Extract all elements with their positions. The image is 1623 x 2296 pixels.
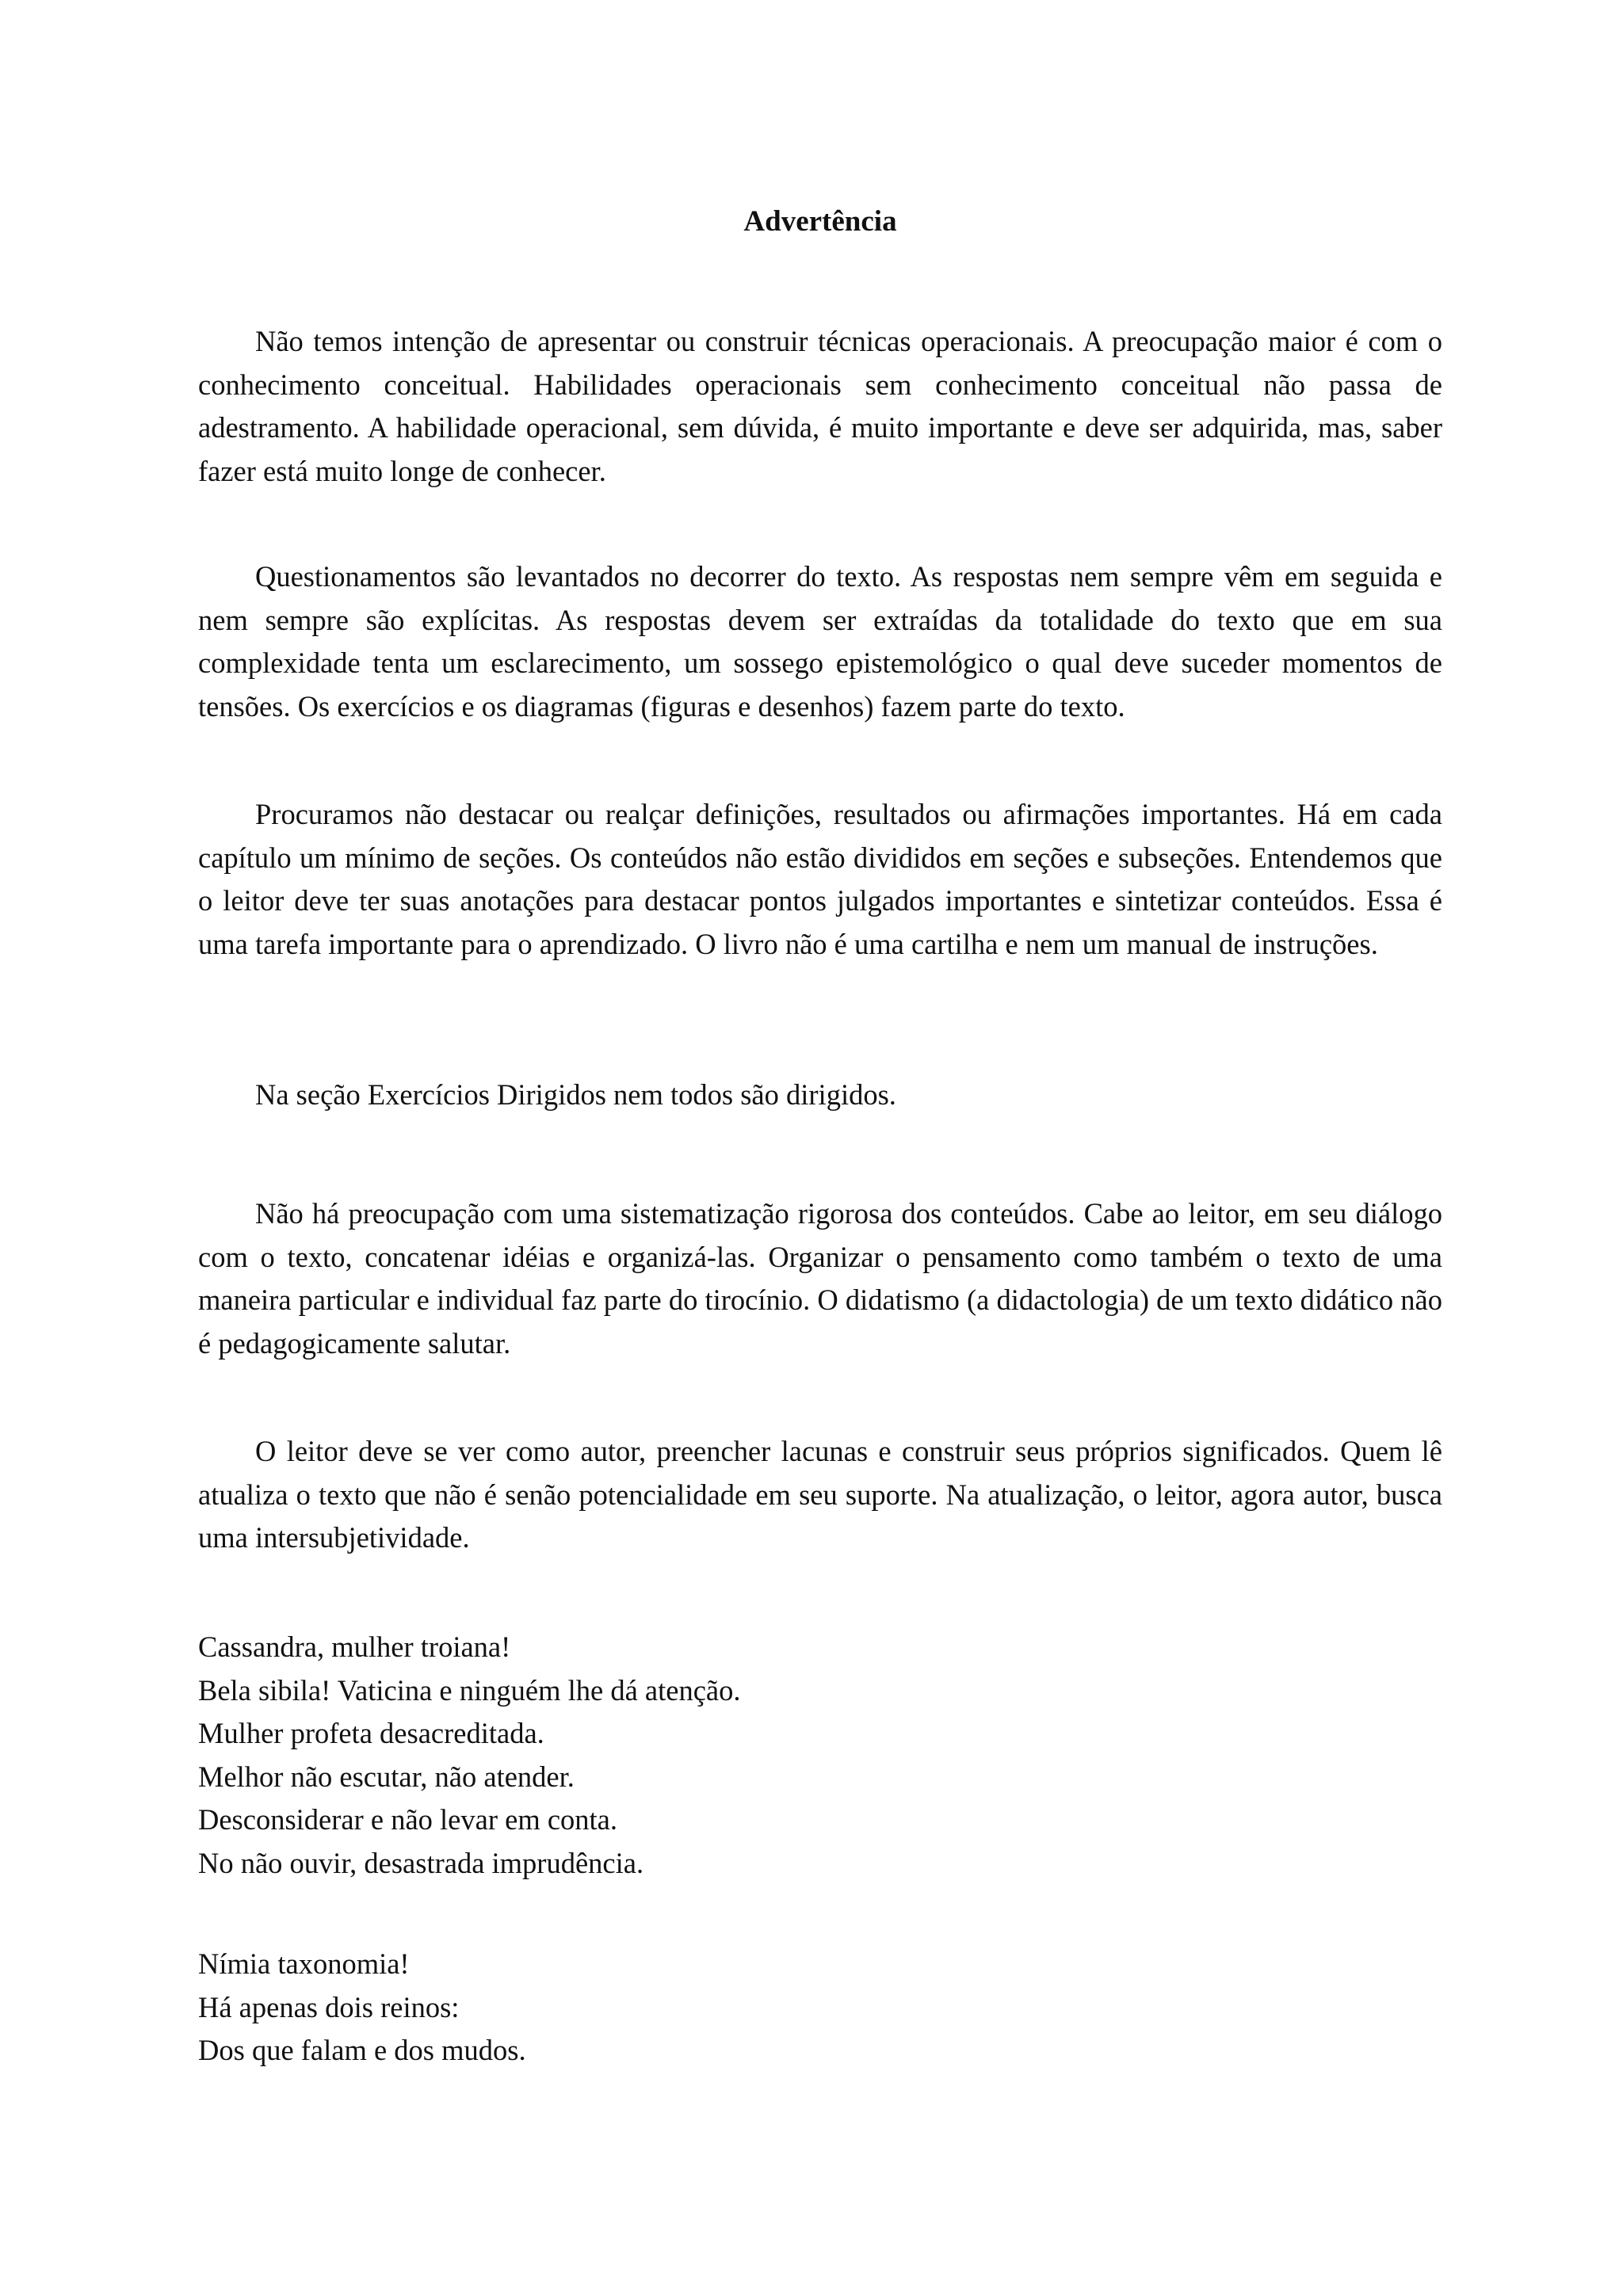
poem-line: No não ouvir, desastrada imprudência. [198, 1846, 644, 1879]
paragraph-3: Procuramos não destacar ou realçar definições, resultados ou afirmações importantes. Há em cada capítulo um mínimo de seções. Os conteúdos não estão divididos em seções e subseções. Entendemos que o leitor deve ter suas anotações para destacar pontos julgados importantes e sintetizar conteúdos. Essa é uma tarefa importante para o aprendizado. O livro não é uma cartilha e nem um manual de instruções. [198, 798, 1442, 960]
poem-line: Bela sibila! Vaticina e ninguém lhe dá atenção. [198, 1673, 741, 1707]
poem-line: Nímia taxonomia! [198, 1947, 410, 1980]
poem-line: Melhor não escutar, não atender. [198, 1760, 575, 1793]
poem-cassandra [198, 1626, 1442, 1885]
paragraph-4: Na seção Exercícios Dirigidos nem todos são dirigidos. [255, 1078, 896, 1111]
poem-line: Há apenas dois reinos: [198, 1990, 460, 2023]
paragraph-6: O leitor deve se ver como autor, preencher lacunas e construir seus próprios significados. Quem lê atualiza o texto que não é senão potencialidade em seu suporte. Na atualização, o leitor, agora autor, busca uma intersubjetividade. [198, 1435, 1442, 1554]
paragraph-2: Questionamentos são levantados no decorrer do texto. As respostas nem sempre vêm em seguida e nem sempre são explícitas. As respostas devem ser extraídas da totalidade do texto que em sua complexidade tenta um esclarecimento, um sossego epistemológico o qual deve suceder momentos de tensões. Os exercícios e os diagramas (figuras e desenhos) fazem parte do texto. [198, 560, 1442, 723]
document-title: Advertência [743, 205, 897, 238]
poem-line: Desconsiderar e não levar em conta. [198, 1803, 618, 1836]
paragraph-1: Não temos intenção de apresentar ou construir técnicas operacionais. A preocupação maior é com o conhecimento conceitual. Habilidades operacionais sem conhecimento conceitual não passa de adestramento. A habilidade operacional, sem dúvida, é muito importante e deve ser adquirida, mas, saber fazer está muito longe de conhecer. [198, 325, 1442, 487]
poem-line: Dos que falam e dos mudos. [198, 2034, 526, 2066]
poem-taxonomia [198, 1943, 1442, 2073]
poem-line: Cassandra, mulher troiana! [198, 1630, 511, 1663]
paragraph-5: Não há preocupação com uma sistematização rigorosa dos conteúdos. Cabe ao leitor, em seu diálogo com o texto, concatenar idéias e organizá-las. Organizar o pensamento como também o texto de uma maneira particular e individual faz parte do tirocínio. O didatismo (a didactologia) de um texto didático não é pedagogicamente salutar. [198, 1197, 1442, 1360]
poem-line: Mulher profeta desacreditada. [198, 1717, 544, 1749]
